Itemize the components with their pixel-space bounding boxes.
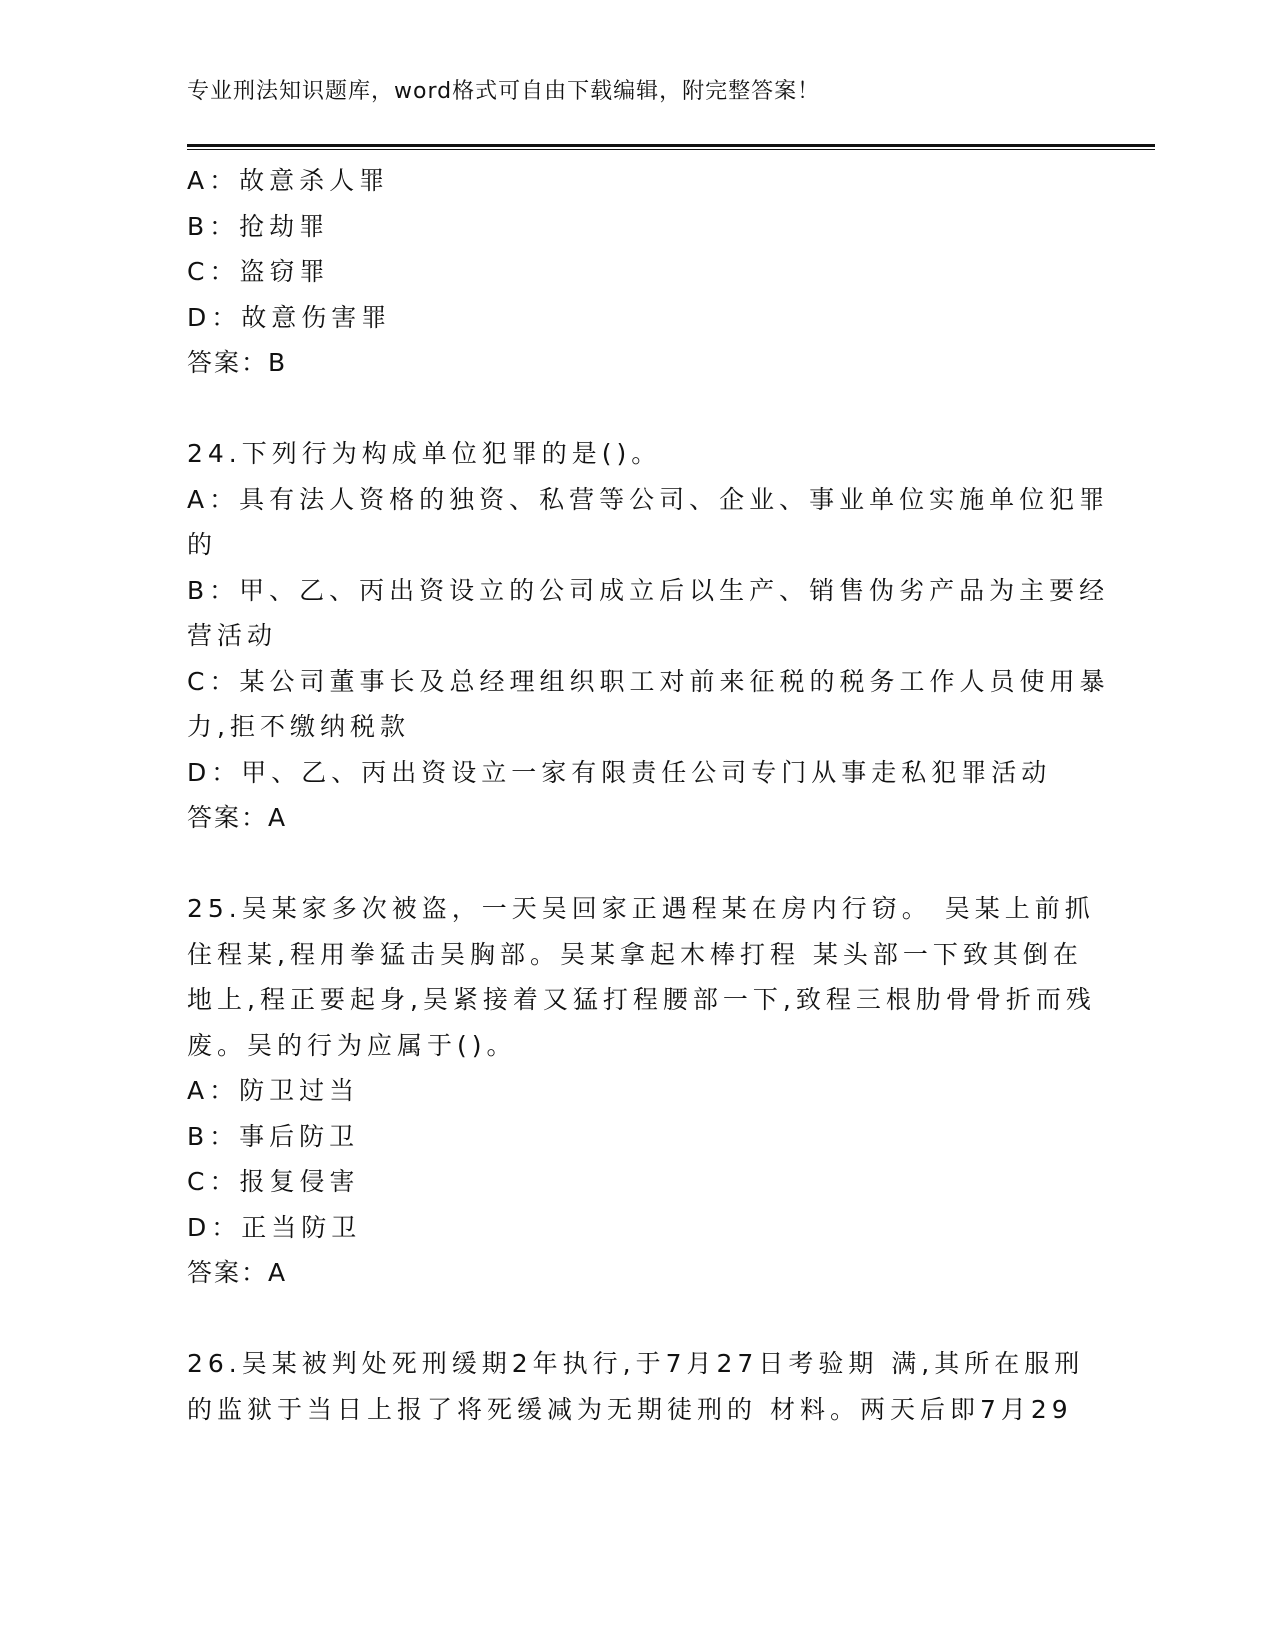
question-stem: 25.吴某家多次被盗，一天吴回家正遇程某在房内行窃。 吴某上前抓 (187, 894, 1095, 923)
option-b: B：事后防卫 (187, 1121, 360, 1151)
option-c-continued: 力,拒不缴纳税款 (187, 712, 410, 741)
option-b: B：抢劫罪 (187, 211, 330, 241)
option-c: C：盗窃罪 (187, 257, 330, 286)
question-25 (187, 886, 1107, 1296)
option-c: C：报复侵害 (187, 1167, 360, 1196)
header-divider (187, 144, 1155, 150)
option-d: D：正当防卫 (187, 1212, 362, 1242)
question-24 (187, 431, 1110, 841)
question-23 (187, 158, 1107, 386)
spacer (187, 386, 1107, 432)
option-a-continued: 的 (187, 530, 218, 559)
question-stem: 的监狱于当日上报了将死缓减为无期徒刑的 材料。两天后即7月29 (187, 1394, 1073, 1424)
page-header: 专业刑法知识题库，word格式可自由下载编辑，附完整答案！ (187, 79, 821, 104)
answer-line: 答案：A (187, 1258, 288, 1287)
question-stem: 26.吴某被判处死刑缓期2年执行,于7月27日考验期 满,其所在服刑 (187, 1349, 1085, 1378)
option-a: A：故意杀人罪 (187, 166, 390, 195)
question-stem: 废。吴的行为应属于()。 (187, 1030, 517, 1060)
question-stem: 住程某,程用拳猛击吴胸部。吴某拿起木棒打程 某头部一下致其倒在 (187, 939, 1083, 969)
question-26 (187, 1341, 1107, 1432)
spacer (187, 841, 1107, 887)
option-d: D：甲、乙、丙出资设立一家有限责任公司专门从事走私犯罪活动 (187, 757, 1052, 787)
option-b: B：甲、乙、丙出资设立的公司成立后以生产、销售伪劣产品为主要经 (187, 575, 1110, 605)
answer-line: 答案：B (187, 348, 288, 377)
option-d: D：故意伤害罪 (187, 302, 392, 332)
spacer (187, 1296, 1107, 1342)
option-a: A：具有法人资格的独资、私营等公司、企业、事业单位实施单位犯罪 (187, 484, 1110, 514)
answer-line: 答案：A (187, 803, 288, 832)
document-body (187, 158, 1110, 1432)
option-c: C：某公司董事长及总经理组织职工对前来征税的税务工作人员使用暴 (187, 666, 1110, 696)
option-a: A：防卫过当 (187, 1076, 360, 1105)
question-stem: 24.下列行为构成单位犯罪的是()。 (187, 439, 662, 468)
option-b-continued: 营活动 (187, 621, 278, 650)
question-stem: 地上,程正要起身,吴紧接着又猛打程腰部一下,致程三根肋骨骨折而残 (187, 985, 1096, 1014)
